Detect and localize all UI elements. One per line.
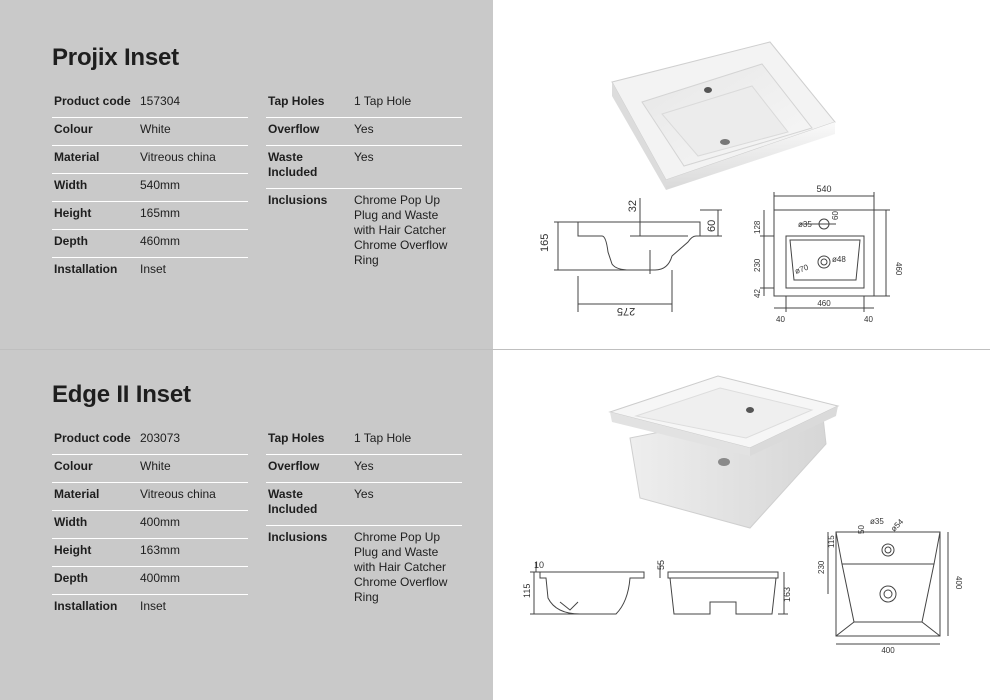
spec-value: Chrome Pop Up Plug and Waste with Hair Catcher Chrome Overflow Ring xyxy=(354,193,448,267)
tap-hole xyxy=(704,87,712,93)
spec-row-tap-holes xyxy=(266,90,462,118)
spec-label: Installation xyxy=(54,599,118,613)
spec-row-product-code xyxy=(52,427,248,455)
spec-value: White xyxy=(140,122,171,136)
spec-value: Yes xyxy=(354,150,374,164)
dim-top-115: 115 xyxy=(827,535,836,548)
spec-value: 157304 xyxy=(140,94,181,108)
dim-front-height: 163 xyxy=(782,586,792,602)
overflow-hole xyxy=(718,458,730,466)
dim-top-depth: 460 xyxy=(894,262,903,276)
dim-margin-left: 40 xyxy=(776,315,785,324)
spec-label: Product code xyxy=(54,94,131,108)
top-plan-drawing-projix xyxy=(740,182,903,328)
spec-value: 1 Tap Hole xyxy=(354,94,412,108)
front-profile-drawing-edge-ii xyxy=(652,556,797,636)
spec-row-overflow xyxy=(266,455,462,483)
spec-value: 165mm xyxy=(140,206,181,220)
top-plan-drawing-edge-ii xyxy=(810,510,963,660)
spec-label: Colour xyxy=(54,459,93,473)
dim-tap-offset: 50 xyxy=(857,525,866,534)
spec-label: Width xyxy=(54,178,88,192)
dim-tap-hole: ø35 xyxy=(870,517,884,526)
spec-value: Yes xyxy=(354,487,374,501)
dim-waste: ø48 xyxy=(832,255,846,264)
spec-label: Product code xyxy=(54,431,131,445)
spec-row-depth xyxy=(52,230,248,258)
spec-row-overflow xyxy=(266,118,462,146)
spec-label: Overflow xyxy=(268,122,320,136)
dim-overflow: ø70 xyxy=(793,262,810,276)
dim-top-width: 540 xyxy=(816,184,832,194)
product-title: Projix Inset xyxy=(52,44,179,71)
spec-label: Depth xyxy=(54,234,88,248)
spec-row-depth xyxy=(52,567,248,595)
spec-row-material xyxy=(52,146,248,174)
spec-label: Overflow xyxy=(268,459,320,473)
spec-label: Inclusions xyxy=(268,193,328,207)
product-projix xyxy=(0,0,493,350)
dim-top-128: 128 xyxy=(753,220,762,234)
dim-waste: ø54 xyxy=(889,517,906,534)
spec-label: Colour xyxy=(54,122,93,136)
dim-front-rim: 55 xyxy=(656,559,666,570)
spec-value: Vitreous china xyxy=(140,487,216,501)
dim-margin-right: 40 xyxy=(864,315,873,324)
spec-row-material xyxy=(52,483,248,511)
spec-value: White xyxy=(140,459,171,473)
spec-value: 203073 xyxy=(140,431,181,445)
dim-bowl-width: 460 xyxy=(817,299,831,308)
spec-value: Inset xyxy=(140,599,167,613)
side-profile-drawing-edge-ii xyxy=(520,558,650,638)
spec-label: Height xyxy=(54,543,92,557)
spec-value: Yes xyxy=(354,459,374,473)
spec-value: 163mm xyxy=(140,543,181,557)
spec-table-left xyxy=(52,427,248,622)
dim-top-230: 230 xyxy=(753,258,762,272)
product-title: Edge II Inset xyxy=(52,381,191,408)
dim-top-42: 42 xyxy=(753,289,762,298)
spec-label: Tap Holes xyxy=(268,431,325,445)
spec-value: Chrome Pop Up Plug and Waste with Hair Catcher Chrome Overflow Ring xyxy=(354,530,448,604)
spec-label: Material xyxy=(54,150,100,164)
spec-row-width xyxy=(52,511,248,539)
dim-top-230: 230 xyxy=(817,560,826,574)
spec-value: 460mm xyxy=(140,234,181,248)
spec-row-installation xyxy=(52,258,248,285)
spec-value: Inset xyxy=(140,262,167,276)
spec-label: Waste Included xyxy=(268,150,318,179)
spec-value: 1 Tap Hole xyxy=(354,431,412,445)
spec-row-inclusions xyxy=(266,189,462,276)
spec-row-inclusions xyxy=(266,526,462,613)
dim-side-depth: 60 xyxy=(706,219,718,232)
spec-row-height xyxy=(52,539,248,567)
dim-tap-hole: ø35 xyxy=(798,220,812,229)
spec-row-installation xyxy=(52,595,248,622)
spec-label: Tap Holes xyxy=(268,94,325,108)
tap-hole xyxy=(746,407,754,413)
spec-row-waste-included xyxy=(266,483,462,526)
spec-row-colour xyxy=(52,455,248,483)
spec-label: Installation xyxy=(54,262,118,276)
dim-top-depth: 400 xyxy=(954,576,963,590)
spec-value: 540mm xyxy=(140,178,181,192)
spec-row-waste-included xyxy=(266,146,462,189)
spec-row-product-code xyxy=(52,90,248,118)
spec-label: Waste Included xyxy=(268,487,318,516)
spec-label: Inclusions xyxy=(268,530,328,544)
spec-label: Material xyxy=(54,487,100,501)
waste-hole xyxy=(720,139,730,145)
dim-side-length: 275 xyxy=(616,305,636,317)
dim-top-width: 400 xyxy=(881,646,895,655)
dim-side-height: 115 xyxy=(522,583,532,598)
spec-row-width xyxy=(52,174,248,202)
dim-side-rim: 10 xyxy=(534,560,545,570)
side-profile-drawing-projix xyxy=(540,190,730,320)
product-edge-ii xyxy=(0,337,493,687)
spec-row-colour xyxy=(52,118,248,146)
spec-table-left xyxy=(52,90,248,285)
spec-value: 400mm xyxy=(140,515,181,529)
spec-label: Height xyxy=(54,206,92,220)
dim-side-rim: 32 xyxy=(627,200,639,213)
dim-tap-offset: 60 xyxy=(831,211,840,220)
spec-table-right xyxy=(266,427,462,613)
basin-render-projix xyxy=(600,30,850,200)
spec-row-tap-holes xyxy=(266,427,462,455)
spec-row-height xyxy=(52,202,248,230)
spec-value: Yes xyxy=(354,122,374,136)
spec-table-right xyxy=(266,90,462,276)
spec-value: 400mm xyxy=(140,571,181,585)
spec-label: Width xyxy=(54,515,88,529)
spec-label: Depth xyxy=(54,571,88,585)
spec-value: Vitreous china xyxy=(140,150,216,164)
dim-side-height: 165 xyxy=(539,233,551,252)
